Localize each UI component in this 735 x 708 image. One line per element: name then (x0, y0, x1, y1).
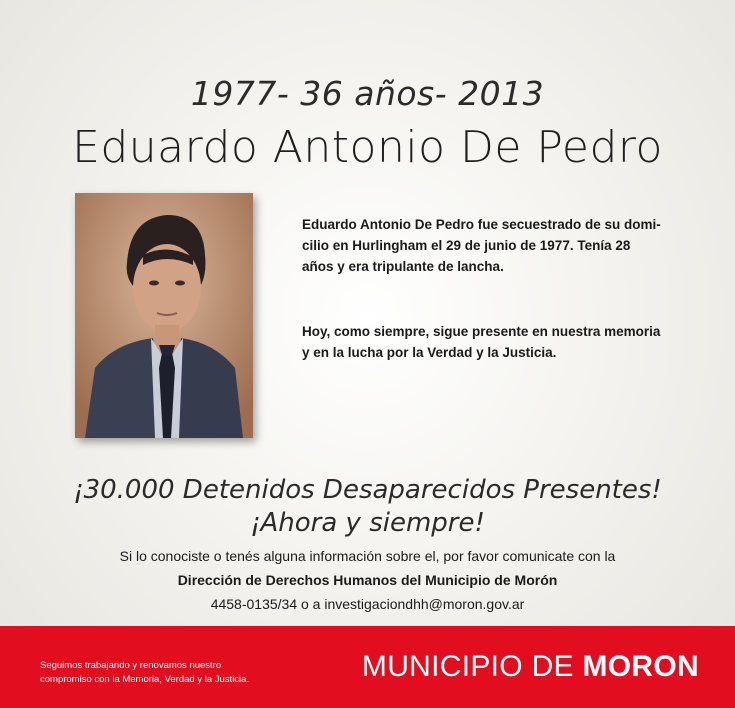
contact-office: Dirección de Derechos Humanos del Municipio de Morón (177, 572, 558, 588)
municipality-logo (362, 650, 699, 684)
bio-paragraph-1 (302, 214, 662, 277)
slogan-line-2: ¡Ahora y siempre! (250, 508, 485, 538)
portrait-illustration (75, 193, 253, 438)
slogan-line-1: ¡30.000 Detenidos Desaparecidos Presentes! (73, 475, 662, 505)
footer-note (40, 659, 260, 687)
contact-intro: Si lo conociste o tenés alguna información sobre el, por favor comunicate con la (119, 548, 616, 564)
portrait-photo (75, 193, 253, 438)
bio-line: Eduardo Antonio De Pedro fue secuestrado de su domi- (302, 217, 661, 232)
brand-bold-text: MORON (582, 650, 699, 683)
bio-line: Hoy, como siempre, sigue presente en nuestra memoria (302, 324, 661, 339)
contact-phone-email: 4458-0135/34 o a investigaciondhh@moron.gov.ar (210, 596, 525, 612)
bio-line: años y era tripulante de lancha. (302, 259, 504, 274)
bio-line: y en la lucha por la Verdad y la Justicia. (302, 345, 557, 360)
footer-note-line: Seguimos trabajando y renovamos nuestro (40, 660, 222, 671)
footer-note-line: compromiso con la Memoria, Verdad y la Justicia. (40, 674, 250, 685)
anniversary-years: 1977- 36 años- 2013 (190, 74, 545, 113)
brand-light-text: MUNICIPIO DE (361, 650, 574, 683)
bio-line: cilio en Hurlingham el 29 de junio de 1977. Tenía 28 (302, 238, 631, 253)
footer-banner (0, 626, 735, 708)
person-name: Eduardo Antonio De Pedro (72, 122, 663, 173)
bio-paragraph-2 (302, 321, 662, 363)
